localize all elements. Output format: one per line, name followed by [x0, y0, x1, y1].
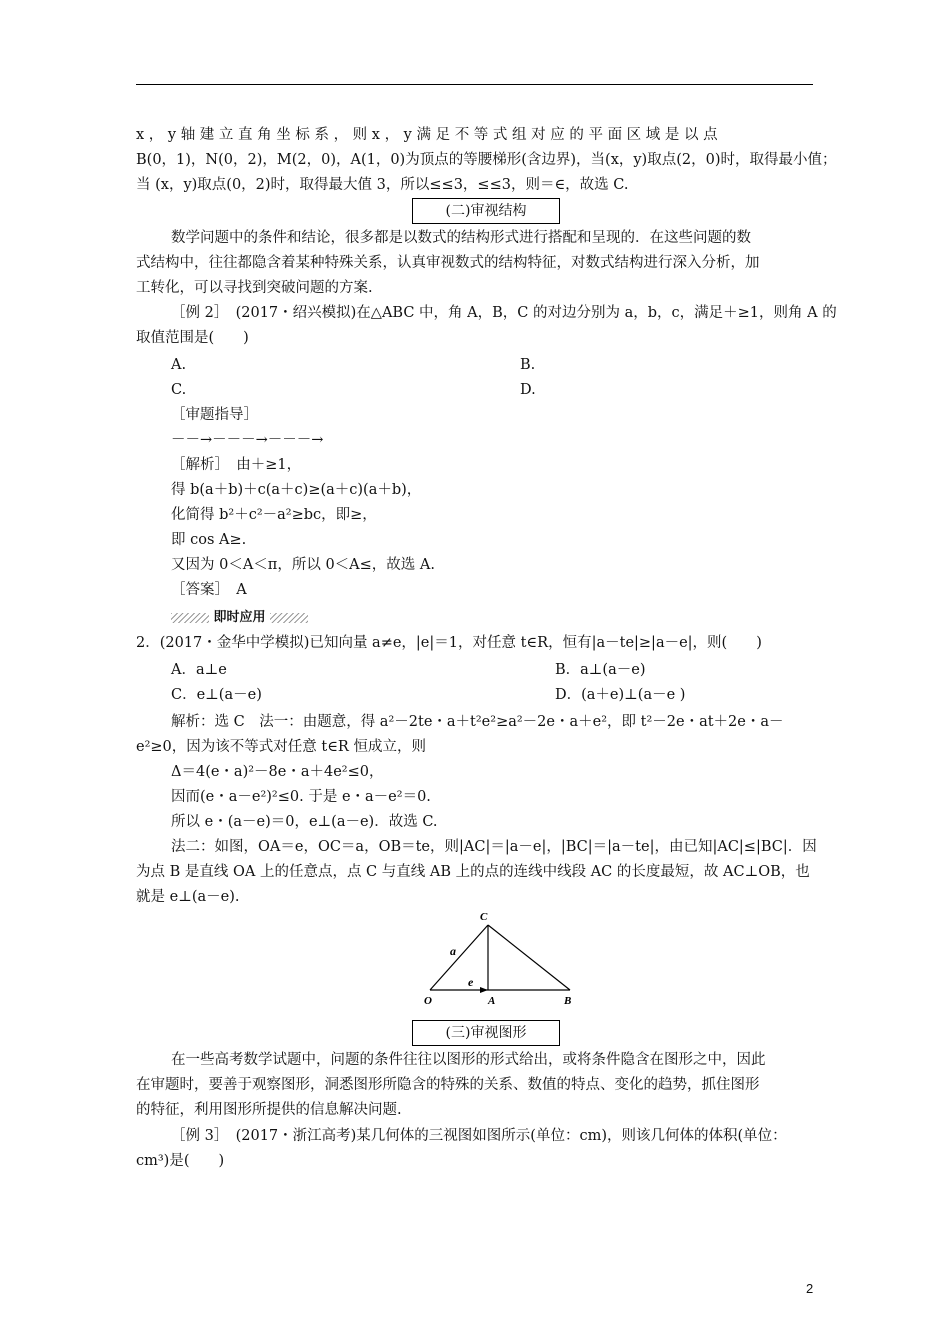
- solution-line: 即 cos A≥.: [171, 532, 247, 548]
- example-line: cm³)是( ): [136, 1153, 225, 1169]
- guide-arrows: －－→－－－→－－－→: [171, 432, 324, 448]
- example-line: ［例 2］ (2017・绍兴模拟)在△ABC 中，角 A，B，C 的对边分别为 a，b，c，满足＋≥1，则角 A 的: [171, 305, 837, 321]
- analysis-line: 解析：选 C 法一：由题意，得 a²－2te・a＋t²e²≥a²－2e・a＋e²，即 t²－2e・at＋2e・a－: [171, 714, 784, 730]
- example-line: 取值范围是( ): [136, 330, 249, 346]
- section-heading: (三)审视图形: [412, 1020, 560, 1046]
- paragraph-line: 式结构中，往往都隐含着某种特殊关系，认真审视数式的结构特征，对数式结构进行深入分析，加: [136, 255, 760, 271]
- analysis-line: 所以 e・(a－e)＝0，e⊥(a－e)．故选 C.: [171, 814, 438, 830]
- text-line: x ， y 轴 建 立 直 角 坐 标 系 ， 则 x ， y 满 足 不 等 式 组 对 应 的 平 面 区 域 是 以 点: [136, 127, 718, 143]
- label-b: B: [564, 995, 572, 1007]
- vector-figure: [420, 910, 590, 1010]
- method2-line: 为点 B 是直线 OA 上的任意点，点 C 与直线 AB 上的点的连线中线段 AC 的长度最短，故 AC⊥OB，也: [136, 864, 810, 880]
- line-oc: [430, 925, 488, 990]
- vector-figure-svg: [420, 910, 590, 1010]
- method2-line: 就是 e⊥(a－e).: [136, 889, 240, 905]
- paragraph-line: 在一些高考数学试题中，问题的条件往往以图形的形式给出，或将条件隐含在图形之中，因此: [171, 1052, 766, 1068]
- paragraph-line: 工转化，可以寻找到突破问题的方案.: [136, 280, 373, 296]
- method2-line: 法二：如图，OA＝e，OC＝a，OB＝te，则|AC|＝|a－e|，|BC|＝|a－te|，由已知|AC|≤|BC|．因: [171, 839, 817, 855]
- option-a: A.: [171, 357, 187, 373]
- solution-line: 化简得 b²＋c²－a²≥bc，即≥，: [171, 507, 377, 523]
- analysis-line: e²≥0，因为该不等式对任意 t∈R 恒成立，则: [136, 739, 426, 755]
- label-a-vector: a: [450, 944, 456, 958]
- q2-option-a: A．a⊥e: [171, 662, 227, 678]
- option-d: D.: [520, 382, 536, 398]
- q2-option-c: C．e⊥(a－e): [171, 687, 262, 703]
- section-heading: (二)审视结构: [412, 198, 560, 224]
- header-rule: [136, 84, 813, 85]
- option-b: B.: [520, 357, 536, 373]
- option-c: C.: [171, 382, 187, 398]
- q2-option-b: B．a⊥(a－e): [555, 662, 646, 678]
- line-cb: [488, 925, 570, 990]
- text-line: 当 (x，y)取点(0，2)时，取得最大值 3，所以≤≤3，≤≤3，则＝∈，故选 C.: [136, 177, 629, 193]
- solution-line: ［解析］ 由＋≥1，: [171, 457, 302, 473]
- hatch-decoration: [171, 613, 209, 623]
- q2-option-d: D．(a＋e)⊥(a－e ): [555, 687, 686, 703]
- text-line: B(0，1)，N(0，2)，M(2，0)，A(1，0)为顶点的等腰梯形(含边界)，当(x，y)取点(2，0)时，取得最小值；: [136, 152, 837, 168]
- label-o: O: [424, 995, 432, 1007]
- page-number: 2: [806, 1281, 814, 1296]
- example-line: ［例 3］ (2017・浙江高考)某几何体的三视图如图所示(单位：cm)，则该几何体的体积(单位：: [171, 1128, 787, 1144]
- solution-line: 得 b(a＋b)＋c(a＋c)≥(a＋c)(a＋b)，: [171, 482, 422, 498]
- answer-line: ［答案］ A: [171, 582, 247, 598]
- question-line: 2．(2017・金华中学模拟)已知向量 a≠e，|e|＝1，对任意 t∈R，恒有|a－te|≥|a－e|，则( ): [136, 635, 762, 651]
- arrow-a-icon: [480, 987, 488, 993]
- analysis-line: Δ＝4(e・a)²－8e・a＋4e²≤0，: [171, 764, 384, 780]
- paragraph-line: 的特征，利用图形所提供的信息解决问题.: [136, 1102, 402, 1118]
- label-a-point: A: [488, 995, 496, 1007]
- analysis-line: 因而(e・a－e²)²≤0. 于是 e・a－e²＝0.: [171, 789, 431, 805]
- guide-label: ［审题指导］: [171, 407, 258, 423]
- paragraph-line: 数学问题中的条件和结论，很多都是以数式的结构形式进行搭配和呈现的．在这些问题的数: [171, 230, 751, 246]
- hatch-decoration: [270, 613, 308, 623]
- label-e-vector: e: [468, 975, 474, 989]
- application-heading-label: 即时应用: [213, 610, 266, 625]
- solution-line: 又因为 0＜A＜π，所以 0＜A≤，故选 A.: [171, 557, 435, 573]
- application-heading: [171, 606, 308, 625]
- paragraph-line: 在审题时，要善于观察图形，洞悉图形所隐含的特殊的关系、数值的特点、变化的趋势，抓住图形: [136, 1077, 760, 1093]
- label-c: C: [480, 911, 488, 923]
